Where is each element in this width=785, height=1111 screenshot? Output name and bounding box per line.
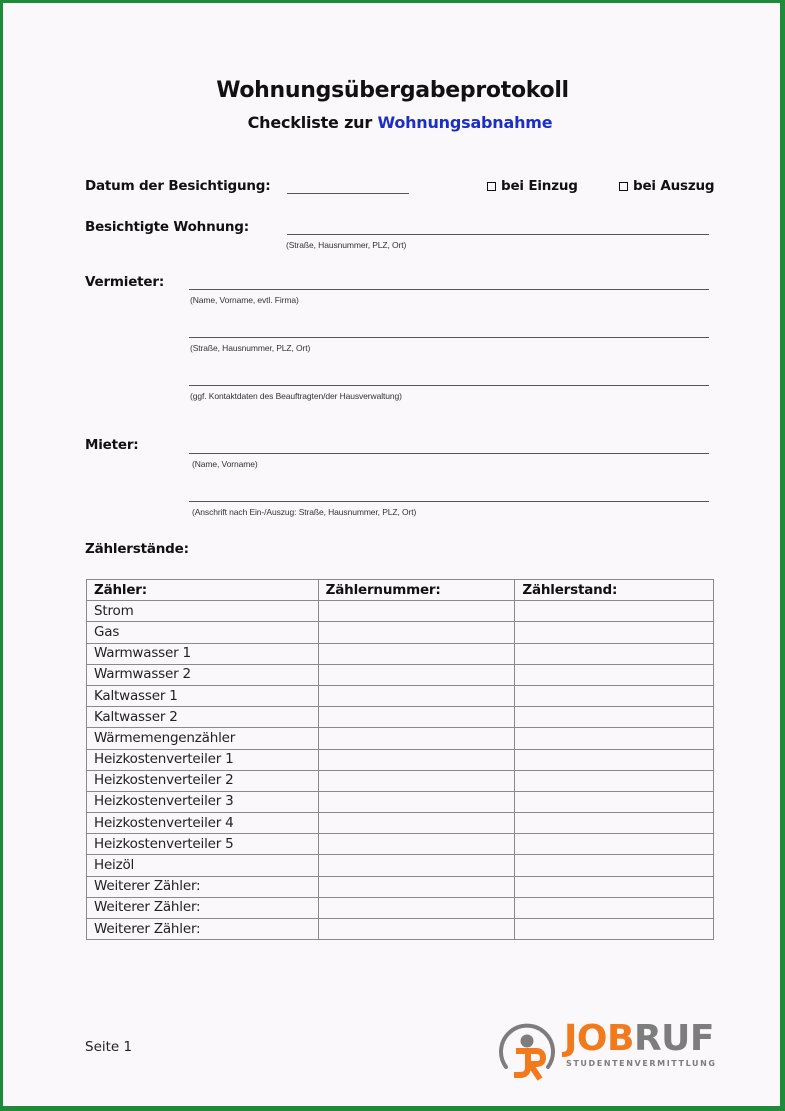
meter-name-cell: Heizöl (87, 855, 319, 876)
logo-word-job: JOB (564, 1018, 634, 1059)
subtitle-prefix: Checkliste zur (247, 113, 378, 132)
logo-tagline: STUDENTENVERMITTLUNG (566, 1059, 717, 1068)
mieter-label: Mieter: (85, 437, 139, 453)
table-row (87, 813, 714, 834)
meter-name-cell: Wärmemengenzähler (87, 728, 319, 749)
meter-name-cell: Heizkostenverteiler 5 (87, 834, 319, 855)
meter-name-cell: Heizkostenverteiler 1 (87, 749, 319, 770)
meter-name-cell: Strom (87, 601, 319, 622)
meter-name-cell: Heizkostenverteiler 2 (87, 770, 319, 791)
checkbox-einzug-label: bei Einzug (501, 178, 578, 194)
meter-number-cell[interactable] (318, 622, 515, 643)
wohnung-label: Besichtigte Wohnung: (85, 219, 249, 235)
checkbox-einzug[interactable] (487, 178, 578, 194)
column-header-zaehlernummer: Zählernummer: (318, 580, 515, 601)
meter-reading-cell[interactable] (515, 728, 714, 749)
subtitle-accent: Wohnungsabnahme (377, 113, 553, 132)
meter-reading-cell[interactable] (515, 770, 714, 791)
wohnung-field[interactable] (287, 234, 709, 235)
meter-number-cell[interactable] (318, 791, 515, 812)
table-row (87, 601, 714, 622)
meter-reading-cell[interactable] (515, 897, 714, 918)
mieter-address-hint: (Anschrift nach Ein-/Auszug: Straße, Hausnummer, PLZ, Ort) (192, 507, 417, 517)
checkbox-einzug-box[interactable] (487, 182, 496, 191)
page-number: Seite 1 (85, 1039, 133, 1055)
meter-name-cell: Kaltwasser 1 (87, 685, 319, 706)
table-row (87, 791, 714, 812)
meter-reading-cell[interactable] (515, 813, 714, 834)
meter-number-cell[interactable] (318, 601, 515, 622)
mieter-address-field[interactable] (189, 501, 709, 502)
table-row (87, 834, 714, 855)
meter-name-cell: Warmwasser 1 (87, 643, 319, 664)
meter-reading-cell[interactable] (515, 876, 714, 897)
table-row (87, 685, 714, 706)
table-row (87, 643, 714, 664)
jobruf-runner-icon (494, 1015, 560, 1083)
meter-reading-cell[interactable] (515, 601, 714, 622)
meter-name-cell: Weiterer Zähler: (87, 897, 319, 918)
meter-number-cell[interactable] (318, 834, 515, 855)
meter-number-cell[interactable] (318, 897, 515, 918)
table-row (87, 770, 714, 791)
table-row (87, 622, 714, 643)
meter-number-cell[interactable] (318, 728, 515, 749)
meter-number-cell[interactable] (318, 749, 515, 770)
table-row (87, 664, 714, 685)
zaehlerstaende-label: Zählerstände: (85, 541, 189, 557)
meter-name-cell: Warmwasser 2 (87, 664, 319, 685)
datum-label: Datum der Besichtigung: (85, 178, 271, 194)
meter-name-cell: Gas (87, 622, 319, 643)
meter-name-cell: Weiterer Zähler: (87, 876, 319, 897)
meter-reading-cell[interactable] (515, 749, 714, 770)
jobruf-wordmark (564, 1019, 714, 1059)
table-row (87, 855, 714, 876)
meter-name-cell: Heizkostenverteiler 3 (87, 791, 319, 812)
table-row (87, 876, 714, 897)
meter-number-cell[interactable] (318, 919, 515, 940)
checkbox-auszug-box[interactable] (619, 182, 628, 191)
meter-name-cell: Weiterer Zähler: (87, 919, 319, 940)
meter-reading-cell[interactable] (515, 643, 714, 664)
meter-table-header (87, 580, 714, 601)
meter-reading-cell[interactable] (515, 664, 714, 685)
meter-number-cell[interactable] (318, 707, 515, 728)
meter-reading-cell[interactable] (515, 834, 714, 855)
meter-reading-cell[interactable] (515, 622, 714, 643)
meter-reading-cell[interactable] (515, 685, 714, 706)
vermieter-contact-field[interactable] (189, 385, 709, 386)
table-row (87, 707, 714, 728)
meter-reading-cell[interactable] (515, 919, 714, 940)
vermieter-name-hint: (Name, Vorname, evtl. Firma) (190, 295, 299, 305)
vermieter-contact-hint: (ggf. Kontaktdaten des Beauftragten/der Hausverwaltung) (190, 391, 402, 401)
vermieter-address-hint: (Straße, Hausnummer, PLZ, Ort) (190, 343, 311, 353)
meter-number-cell[interactable] (318, 770, 515, 791)
vermieter-name-field[interactable] (189, 289, 709, 290)
meter-reading-cell[interactable] (515, 707, 714, 728)
logo-word-ruf: RUF (633, 1018, 714, 1059)
jobruf-logo (494, 1015, 719, 1083)
meter-reading-cell[interactable] (515, 791, 714, 812)
meter-number-cell[interactable] (318, 876, 515, 897)
column-header-zaehler: Zähler: (87, 580, 319, 601)
meter-reading-cell[interactable] (515, 855, 714, 876)
vermieter-label: Vermieter: (85, 274, 165, 290)
meter-number-cell[interactable] (318, 685, 515, 706)
table-row (87, 919, 714, 940)
checkbox-auszug[interactable] (619, 178, 714, 194)
table-row (87, 728, 714, 749)
checkbox-auszug-label: bei Auszug (633, 178, 715, 194)
table-row (87, 749, 714, 770)
datum-field[interactable] (287, 193, 409, 194)
table-row (87, 897, 714, 918)
mieter-name-hint: (Name, Vorname) (192, 459, 258, 469)
document-subtitle (0, 113, 785, 132)
meter-number-cell[interactable] (318, 664, 515, 685)
column-header-zaehlerstand: Zählerstand: (515, 580, 714, 601)
meter-name-cell: Heizkostenverteiler 4 (87, 813, 319, 834)
document-title: Wohnungsübergabeprotokoll (216, 78, 569, 103)
vermieter-address-field[interactable] (189, 337, 709, 338)
meter-table (86, 579, 714, 940)
meter-number-cell[interactable] (318, 643, 515, 664)
meter-name-cell: Kaltwasser 2 (87, 707, 319, 728)
mieter-name-field[interactable] (189, 453, 709, 454)
meter-number-cell[interactable] (318, 855, 515, 876)
meter-number-cell[interactable] (318, 813, 515, 834)
wohnung-hint: (Straße, Hausnummer, PLZ, Ort) (286, 240, 407, 250)
